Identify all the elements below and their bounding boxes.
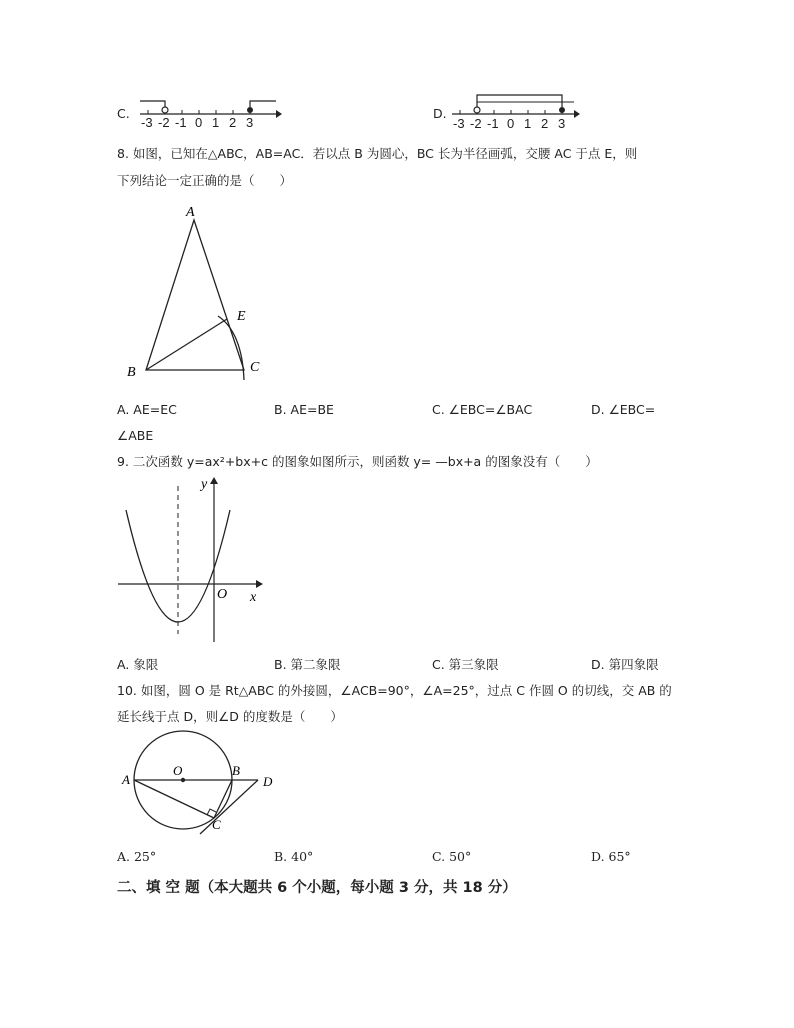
- open-point: [474, 107, 480, 113]
- label-b: B: [127, 365, 136, 380]
- tangent-cd: [200, 780, 258, 834]
- tick-label: 1: [524, 116, 532, 131]
- label-y: y: [201, 477, 208, 492]
- label-c: C: [212, 817, 221, 832]
- q9-option-d: D. 第四象限: [591, 657, 659, 672]
- q8-stem-line1: 8. 如图，已知在△ABC，AB=AC．若以点 B 为圆心，BC 长为半径画弧，交腰 AC 于点 E，则: [117, 146, 638, 161]
- tick-label: 0: [195, 115, 203, 130]
- axis-arrow: [574, 110, 580, 118]
- tick-label: 0: [507, 116, 515, 131]
- q8-stem-line2: 下列结论一定正确的是（ ）: [117, 173, 293, 188]
- q9-stem-line1: 9. 二次函数 y=ax²+bx+c 的图象如图所示，则函数 y= —bx+a 的图象没有（ ）: [117, 454, 598, 469]
- q9-option-a: A. 象限: [117, 657, 159, 672]
- tick-label: -2: [470, 116, 482, 131]
- q7-option-c-number-line: [136, 96, 282, 132]
- q10-option-c: C. 50°: [432, 849, 472, 864]
- q7-option-d-label: D.: [433, 106, 447, 121]
- center-dot: [181, 778, 185, 782]
- section-2-heading: 二、填 空 题（本大题共 6 个小题，每小题 3 分，共 18 分）: [117, 880, 517, 896]
- tick-label: 3: [558, 116, 566, 131]
- label-b: B: [232, 763, 240, 778]
- ray-right: [250, 101, 276, 110]
- ray-left: [140, 101, 165, 110]
- q9-figure-parabola: [116, 474, 266, 646]
- label-a: A: [122, 772, 130, 787]
- q8-option-d-wrap: ∠ABE: [117, 428, 154, 443]
- closed-point: [247, 107, 253, 113]
- tick-label: 2: [541, 116, 549, 131]
- tick-label: 2: [229, 115, 237, 130]
- q8-option-d: D. ∠EBC=: [591, 402, 656, 417]
- label-a: A: [186, 205, 195, 220]
- q7-option-d-number-line: [450, 92, 580, 132]
- tick-label: -1: [487, 116, 499, 131]
- segment-be: [146, 319, 227, 370]
- q10-option-d: D. 65°: [591, 849, 631, 864]
- label-origin: O: [217, 587, 228, 602]
- tick-label: -3: [453, 116, 465, 131]
- y-axis-arrow: [210, 477, 218, 484]
- label-c: C: [250, 360, 260, 375]
- open-point: [162, 107, 168, 113]
- q7-option-c-label: C.: [117, 106, 130, 121]
- q10-figure-circle: [118, 730, 288, 838]
- right-angle-mark: [207, 809, 216, 815]
- label-d: D: [263, 774, 273, 789]
- q8-option-b: B. AE=BE: [274, 402, 334, 417]
- q8-option-c: C. ∠EBC=∠BAC: [432, 402, 533, 417]
- q10-stem-line2: 延长线于点 D，则∠D 的度数是（ ）: [117, 709, 343, 724]
- label-o: O: [173, 763, 183, 778]
- triangle-abc: [146, 220, 244, 370]
- q10-option-b: B. 40°: [274, 849, 314, 864]
- tick-label: 1: [212, 115, 220, 130]
- q9-option-b: B. 第二象限: [274, 657, 341, 672]
- q8-option-a: A. AE=EC: [117, 402, 177, 417]
- label-x: x: [250, 590, 257, 605]
- label-e: E: [237, 309, 246, 324]
- tick-label: -1: [175, 115, 187, 130]
- q8-figure-triangle: [120, 198, 280, 388]
- q10-option-a: A. 25°: [117, 849, 157, 864]
- closed-point: [559, 107, 565, 113]
- q10-stem-line1: 10. 如图，圆 O 是 Rt△ABC 的外接圆，∠ACB=90°，∠A=25°，过点 C 作圆 O 的切线，交 AB 的: [117, 683, 672, 698]
- axis-arrow: [276, 110, 282, 118]
- x-axis-arrow: [256, 580, 263, 588]
- tick-label: 3: [246, 115, 254, 130]
- q9-option-c: C. 第三象限: [432, 657, 499, 672]
- tick-label: -3: [141, 115, 153, 130]
- tick-label: -2: [158, 115, 170, 130]
